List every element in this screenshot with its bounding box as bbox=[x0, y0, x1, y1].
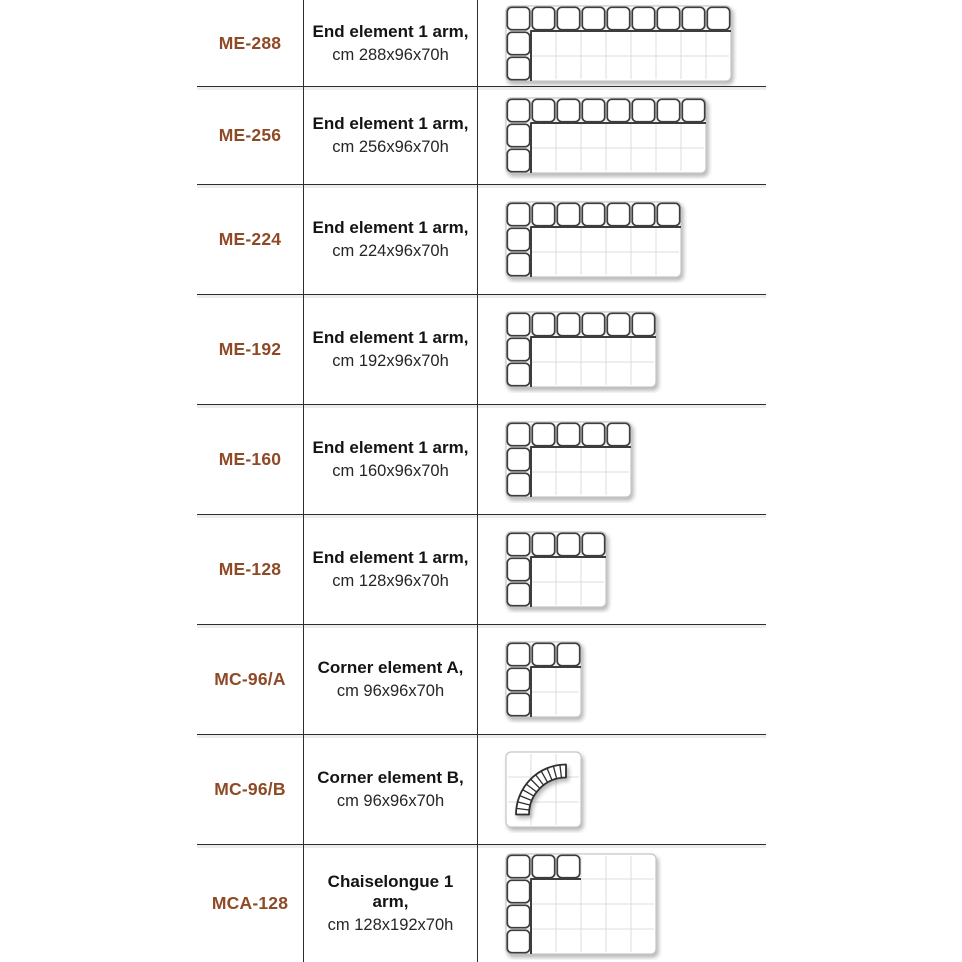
product-dimensions: cm 128x192x70h bbox=[327, 916, 454, 934]
product-table bbox=[197, 0, 766, 962]
model-code: ME-160 bbox=[218, 449, 282, 469]
model-code: ME-128 bbox=[218, 559, 282, 579]
diagram-cell bbox=[477, 735, 766, 844]
model-code-cell bbox=[197, 185, 303, 294]
product-dimensions: cm 256x96x70h bbox=[332, 138, 449, 156]
description-cell bbox=[303, 625, 477, 734]
description-cell bbox=[303, 735, 477, 844]
model-code-cell bbox=[197, 845, 303, 962]
diagram-cell bbox=[477, 185, 766, 294]
sofa-top-view-diagram bbox=[500, 92, 712, 179]
product-dimensions: cm 96x96x70h bbox=[336, 682, 445, 700]
table-row bbox=[197, 625, 766, 735]
sofa-top-view-diagram bbox=[500, 306, 662, 393]
model-code: MCA-128 bbox=[211, 893, 289, 913]
model-code-cell bbox=[197, 625, 303, 734]
description-cell bbox=[303, 845, 477, 962]
model-code: ME-224 bbox=[218, 229, 282, 249]
product-dimensions: cm 224x96x70h bbox=[332, 242, 449, 260]
product-dimensions: cm 160x96x70h bbox=[332, 462, 449, 480]
diagram-cell bbox=[477, 0, 766, 86]
sofa-top-view-diagram bbox=[500, 416, 637, 503]
table-row bbox=[197, 295, 766, 405]
description-cell bbox=[303, 87, 477, 184]
diagram-cell bbox=[477, 515, 766, 624]
product-name: End element 1 arm, bbox=[312, 438, 469, 457]
table-row bbox=[197, 405, 766, 515]
diagram-cell bbox=[477, 625, 766, 734]
product-name: Chaiselongue 1 arm, bbox=[327, 872, 454, 911]
sofa-top-view-diagram bbox=[500, 636, 587, 723]
diagram-cell bbox=[477, 405, 766, 514]
table-row bbox=[197, 0, 766, 87]
table-row bbox=[197, 515, 766, 625]
model-code: MC-96/B bbox=[214, 779, 286, 799]
diagram-cell bbox=[477, 87, 766, 184]
product-name: Corner element A, bbox=[317, 658, 464, 677]
sofa-top-view-diagram bbox=[500, 848, 662, 960]
diagram-cell bbox=[477, 845, 766, 962]
table-row bbox=[197, 735, 766, 845]
product-name: End element 1 arm, bbox=[312, 548, 469, 567]
description-cell bbox=[303, 0, 477, 86]
sofa-top-view-diagram bbox=[500, 0, 737, 86]
table-row bbox=[197, 845, 766, 962]
sofa-top-view-diagram bbox=[500, 526, 612, 613]
product-name: End element 1 arm, bbox=[312, 21, 469, 41]
model-code-cell bbox=[197, 0, 303, 86]
description-cell bbox=[303, 185, 477, 294]
model-code-cell bbox=[197, 295, 303, 404]
description-cell bbox=[303, 295, 477, 404]
product-dimensions: cm 288x96x70h bbox=[332, 45, 449, 64]
description-cell bbox=[303, 405, 477, 514]
model-code-cell bbox=[197, 515, 303, 624]
model-code: ME-192 bbox=[218, 339, 282, 359]
model-code: ME-256 bbox=[218, 125, 282, 145]
model-code: ME-288 bbox=[218, 32, 282, 53]
product-dimensions: cm 192x96x70h bbox=[332, 352, 449, 370]
product-name: End element 1 arm, bbox=[312, 114, 469, 133]
model-code-cell bbox=[197, 405, 303, 514]
diagram-cell bbox=[477, 295, 766, 404]
product-name: Corner element B, bbox=[317, 768, 464, 787]
sofa-top-view-diagram bbox=[500, 196, 687, 283]
description-cell bbox=[303, 515, 477, 624]
product-dimensions: cm 96x96x70h bbox=[336, 792, 445, 810]
product-name: End element 1 arm, bbox=[312, 328, 469, 347]
model-code-cell bbox=[197, 735, 303, 844]
table-row bbox=[197, 185, 766, 295]
product-name: End element 1 arm, bbox=[312, 218, 469, 237]
model-code-cell bbox=[197, 87, 303, 184]
product-dimensions: cm 128x96x70h bbox=[332, 572, 449, 590]
sofa-top-view-diagram bbox=[500, 746, 587, 833]
model-code: MC-96/A bbox=[214, 669, 286, 689]
table-row bbox=[197, 87, 766, 185]
